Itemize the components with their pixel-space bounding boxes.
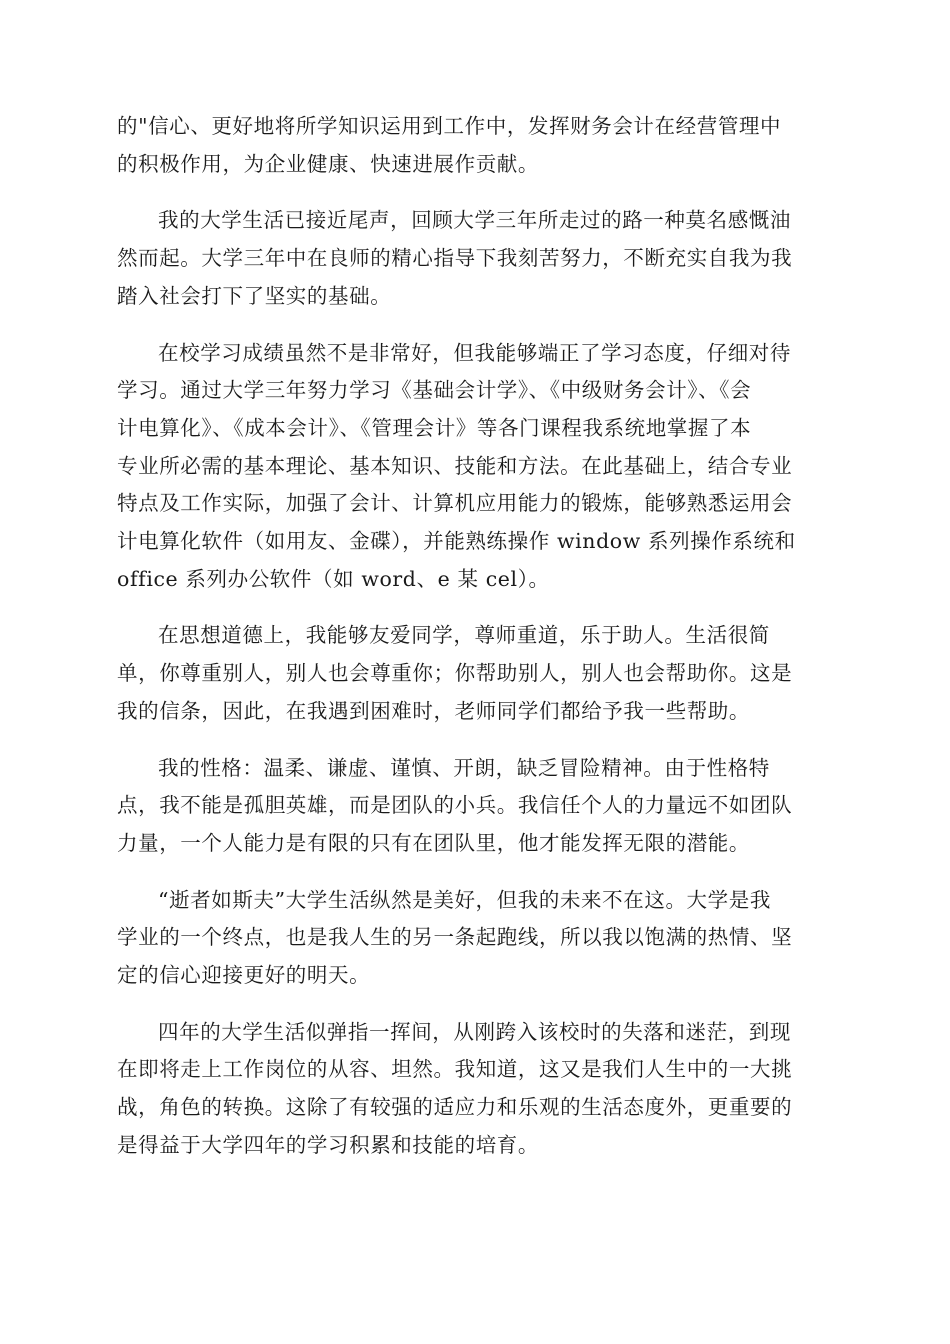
paragraph-line: 的"信心、更好地将所学知识运用到工作中，发挥财务会计在经营管理中 <box>117 114 782 138</box>
paragraph-line: 我的信条，因此，在我遇到困难时，老师同学们都给予我一些帮助。 <box>117 698 750 723</box>
paragraph-line: 在即将走上工作岗位的从容、坦然。我知道，这又是我们人生中的一大挑 <box>117 1057 793 1082</box>
paragraph-line: 定的信心迎接更好的明天。 <box>117 963 371 988</box>
paragraph-line: 点，我不能是孤胆英雄，而是团队的小兵。我信任个人的力量远不如团队 <box>117 793 793 818</box>
paragraph-line: 我的性格：温柔、谦虚、谨慎、开朗，缺乏冒险精神。由于性格特 <box>158 755 770 780</box>
paragraph-line: 在校学习成绩虽然不是非常好，但我能够端正了学习态度，仔细对待 <box>158 340 791 365</box>
paragraph-1 <box>117 108 837 183</box>
paragraph-line: 计电算化》、《成本会计》、《管理会计》等各门课程我系统地掌握了本 <box>117 415 752 440</box>
paragraph-line: 学习。通过大学三年努力学习《基础会计学》、《中级财务会计》、《会 <box>117 378 752 403</box>
paragraph-line: 在思想道德上，我能够友爱同学，尊师重道，乐于助人。生活很简 <box>158 623 770 648</box>
paragraph-5 <box>117 750 837 863</box>
paragraph-line: 是得益于大学四年的学习积累和技能的培育。 <box>117 1132 539 1157</box>
paragraph-7 <box>117 1014 837 1165</box>
paragraph-line: 特点及工作实际，加强了会计、计算机应用能力的锻炼，能够熟悉运用会 <box>117 491 793 516</box>
document-body <box>117 108 837 1184</box>
paragraph-4 <box>117 617 837 730</box>
paragraph-line: 单，你尊重别人，别人也会尊重你；你帮助别人，别人也会帮助你。这是 <box>117 661 793 686</box>
paragraph-line: 力量，一个人能力是有限的只有在团队里，他才能发挥无限的潜能。 <box>117 830 750 855</box>
paragraph-line: 四年的大学生活似弹指一挥间，从刚跨入该校时的失落和迷茫，到现 <box>158 1019 791 1044</box>
paragraph-2 <box>117 202 837 315</box>
paragraph-3 <box>117 335 837 599</box>
paragraph-line: 战，角色的转换。这除了有较强的适应力和乐观的生活态度外，更重要的 <box>117 1095 793 1120</box>
paragraph-line: 专业所必需的基本理论、基本知识、技能和方法。在此基础上，结合专业 <box>117 453 793 478</box>
paragraph-line: 的积极作用，为企业健康、快速进展作贡献。 <box>117 151 539 176</box>
paragraph-line: “逝者如斯夫”大学生活纵然是美好，但我的未来不在这。大学是我 <box>158 887 771 912</box>
paragraph-line: 计电算化软件（如用友、金碟），并能熟练操作 window 系列操作系统和 <box>117 529 796 554</box>
paragraph-6 <box>117 882 837 995</box>
paragraph-line: 我的大学生活已接近尾声，回顾大学三年所走过的路一种莫名感慨油 <box>158 208 791 233</box>
paragraph-line: 然而起。大学三年中在良师的精心指导下我刻苦努力，不断充实自我为我 <box>117 246 793 271</box>
paragraph-line: 学业的一个终点，也是我人生的另一条起跑线，所以我以饱满的热情、坚 <box>117 925 793 950</box>
paragraph-line: 踏入社会打下了坚实的基础。 <box>117 283 392 308</box>
paragraph-line: office 系列办公软件（如 word、e 某 cel）。 <box>117 566 550 591</box>
